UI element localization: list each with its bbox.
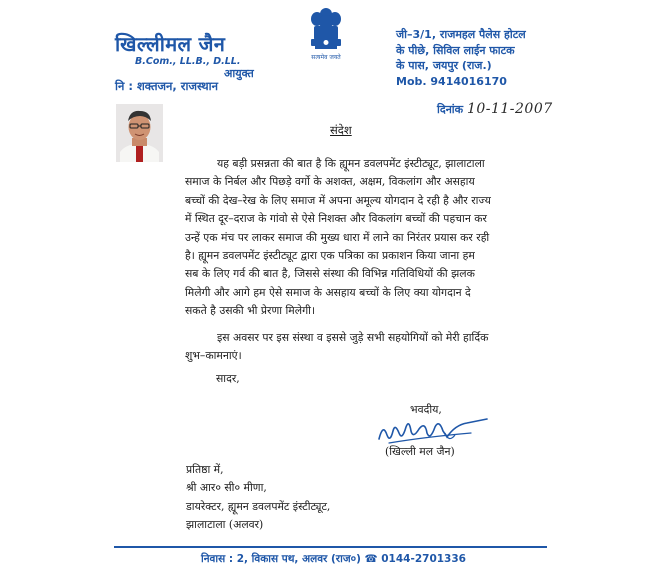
- sender-residence: नि : शक्तजन, राजस्थान: [115, 79, 218, 93]
- date-label: दिनांक: [437, 103, 464, 116]
- date-value: 10-11-2007: [466, 101, 553, 117]
- sender-address: [396, 27, 526, 89]
- text-line: समाज के निर्बल और पिछड़े वर्गो के अशक्त, अक्षम, विकलांग और असहाय: [185, 175, 475, 189]
- address-line: के पीछे, सिविल लाईन फाटक: [396, 43, 515, 57]
- text-line: सकते है उसकी भी प्रेरणा मिलेगी।: [185, 304, 316, 318]
- mobile-number: Mob. 9414016170: [396, 74, 507, 88]
- sign-off: भवदीय,: [410, 403, 442, 416]
- recipient-line: डायरेक्टर, ह्यूमन डवलपमेंट इंस्टीट्यूट,: [186, 499, 331, 513]
- text-line: मिलेगी और आगे हम ऐसे समाज के असहाय बच्चों के लिए क्या योगदान दे: [185, 285, 471, 299]
- sender-title: आयुक्त: [224, 67, 254, 80]
- recipient-label: प्रतिष्ठा में,: [186, 463, 224, 476]
- text-line: शुभ–कामनाएं।: [185, 349, 242, 363]
- text-line: में स्थित दूर–दराज के गांवो से ऐसे निशक्त और विकलांग बच्चों की पहचान कर: [185, 212, 487, 226]
- paragraph-1: [185, 155, 491, 321]
- recipient-line: श्री आर० सी० मीणा,: [186, 481, 267, 495]
- paragraph-2: [185, 329, 488, 366]
- signatory-name: (खिल्ली मल जैन): [385, 445, 455, 458]
- text-line: सब के लिए गर्व की बात है, जिससे संस्था की विभिन्न गतिविधियों की झलक: [185, 267, 475, 281]
- address-line: जी–3/1, राजमहल पैलेस होटल: [396, 28, 526, 41]
- sender-name: खिल्लीमल जैन: [115, 32, 226, 56]
- text-line: इस अवसर पर इस संस्था व इससे जुड़े सभी सहयोगियों को मेरी हार्दिक: [217, 331, 489, 344]
- svg-text:सत्यमेव जयते: सत्यमेव जयते: [311, 54, 341, 61]
- recipient-block: [186, 461, 330, 535]
- date-row: [437, 101, 553, 117]
- text-line: उन्हें एक मंच पर लाकर समाज की मुख्य धारा में लाने का निरंतर प्रयास कर रही: [185, 230, 490, 244]
- sender-photo: [116, 104, 163, 162]
- recipient-line: झालाटाला (अलवर): [186, 518, 264, 532]
- text-line: है। ह्यूमन डवलपमेंट इंस्टीट्यूट द्वारा एक पत्रिका का प्रकाशन किया जाना हम: [185, 248, 475, 262]
- footer-divider: [114, 546, 547, 548]
- closing: सादर,: [216, 372, 240, 385]
- national-emblem-icon: [306, 6, 346, 64]
- letter-subject: संदेश: [330, 123, 352, 137]
- text-line: बच्चों की देख–रेख के लिए समाज में अपना अमूल्य योगदान दे रही है और राज्य: [185, 193, 491, 207]
- footer-address: निवास : 2, विकास पथ, अलवर (राज०) ☎ 0144-2701336: [201, 553, 466, 565]
- address-line: के पास, जयपुर (राज.): [396, 59, 492, 72]
- sender-degrees: B.Com., LL.B., D.LL.: [135, 56, 241, 67]
- text-line: यह बड़ी प्रसन्नता की बात है कि ह्यूमन डवलपमेंट इंस्टीट्यूट, झालाटाला: [217, 157, 485, 170]
